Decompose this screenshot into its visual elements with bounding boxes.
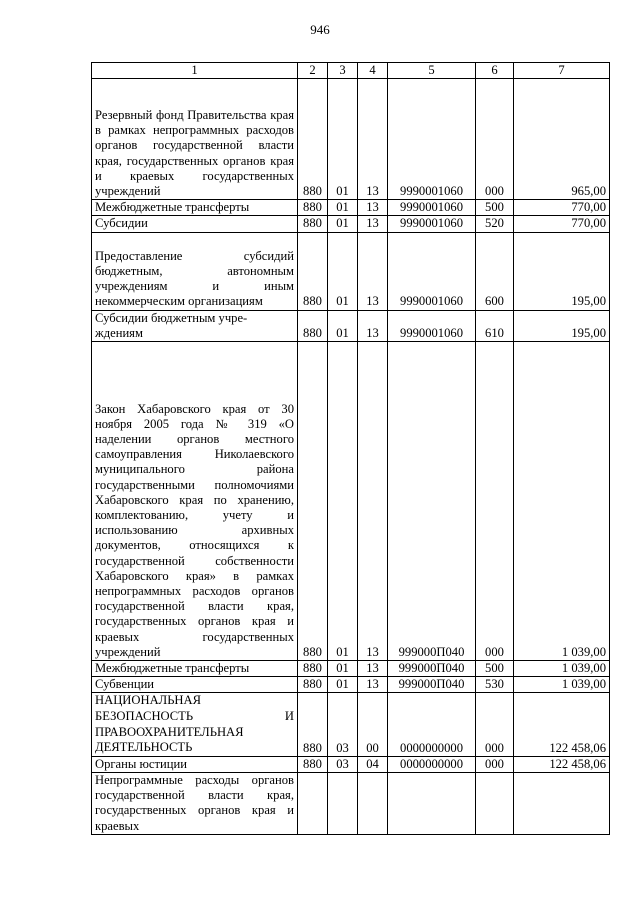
cell-sum: 122 458,06 [514,756,610,772]
cell-rz: 01 [328,342,358,661]
cell-gr: 880 [298,756,328,772]
table-row [92,693,610,756]
cell-csr: 9990001060 [388,79,476,200]
row-name: Межбюджетные трансферты [92,661,298,677]
cell-rz: 01 [328,310,358,341]
cell-gr: 880 [298,79,328,200]
table-row [92,79,610,200]
cell-rz: 01 [328,661,358,677]
cell-vr: 000 [476,756,514,772]
cell-vr: 610 [476,310,514,341]
cell-sum: 770,00 [514,216,610,232]
cell-rz: 01 [328,232,358,310]
header-col-3: 3 [328,63,358,79]
cell-pr: 13 [358,661,388,677]
header-col-2: 2 [298,63,328,79]
cell-pr: 13 [358,677,388,693]
cell-pr: 13 [358,310,388,341]
cell-vr: 000 [476,79,514,200]
row-name: Резервный фонд Правительства края в рамках непрограммных расходов органов государственной власти края, государственных органов края и краевых государственных учреждений [92,79,298,200]
cell-vr: 500 [476,661,514,677]
table-row [92,232,610,310]
cell-csr: 0000000000 [388,756,476,772]
cell-vr: 530 [476,677,514,693]
cell-sum: 195,00 [514,232,610,310]
cell-sum: 1 039,00 [514,342,610,661]
table-row [92,677,610,693]
cell-rz: 01 [328,200,358,216]
cell-sum [514,773,610,835]
table-row [92,773,610,835]
cell-csr: 999000П040 [388,661,476,677]
header-col-6: 6 [476,63,514,79]
cell-rz: 01 [328,79,358,200]
cell-gr: 880 [298,693,328,756]
cell-sum: 1 039,00 [514,661,610,677]
cell-csr: 9990001060 [388,216,476,232]
cell-sum: 770,00 [514,200,610,216]
cell-csr: 9990001060 [388,200,476,216]
row-name: Субвенции [92,677,298,693]
cell-csr: 999000П040 [388,342,476,661]
row-name: Непрограммные расходы органов государственной власти края, государственных органов края и краевых [92,773,298,835]
cell-csr: 9990001060 [388,310,476,341]
header-col-1: 1 [92,63,298,79]
header-col-4: 4 [358,63,388,79]
cell-gr: 880 [298,677,328,693]
cell-pr: 13 [358,232,388,310]
cell-sum: 965,00 [514,79,610,200]
cell-gr: 880 [298,216,328,232]
row-name: НАЦИОНАЛЬНАЯ БЕЗОПАСНОСТЬ И ПРАВООХРАНИТЕЛЬНАЯ ДЕЯТЕЛЬНОСТЬ [92,693,298,756]
cell-sum: 195,00 [514,310,610,341]
cell-pr: 13 [358,342,388,661]
table-row [92,756,610,772]
cell-gr: 880 [298,232,328,310]
cell-csr [388,773,476,835]
row-name: Закон Хабаровского края от 30 ноября 2005 года № 319 «О наделении органов местного самоуправления Николаевского муниципального района государственными полномочиями Хабаровского края по хранению, комплектованию, учету и использованию архивных документов, относящихся к государственной собственности Хабаровского края» в рамках непрограммных расходов органов государственной власти края, государственных органов края и краевых государственных учреждений [92,342,298,661]
table-row [92,310,610,341]
cell-pr [358,773,388,835]
header-col-7: 7 [514,63,610,79]
cell-pr: 13 [358,79,388,200]
cell-sum: 1 039,00 [514,677,610,693]
row-name: Межбюджетные трансферты [92,200,298,216]
cell-rz: 01 [328,677,358,693]
cell-vr: 500 [476,200,514,216]
cell-pr: 00 [358,693,388,756]
cell-vr: 520 [476,216,514,232]
row-name: Органы юстиции [92,756,298,772]
row-name: Субсидии бюджетным учре- ждениям [92,310,298,341]
cell-rz: 03 [328,693,358,756]
cell-gr: 880 [298,310,328,341]
cell-rz: 01 [328,216,358,232]
table-row [92,342,610,661]
table-row [92,200,610,216]
cell-pr: 13 [358,200,388,216]
cell-gr [298,773,328,835]
cell-rz [328,773,358,835]
header-row [92,63,610,79]
table-row [92,661,610,677]
cell-pr: 04 [358,756,388,772]
budget-table [91,62,610,835]
row-name: Субсидии [92,216,298,232]
cell-csr: 9990001060 [388,232,476,310]
cell-csr: 999000П040 [388,677,476,693]
table-row [92,216,610,232]
cell-csr: 0000000000 [388,693,476,756]
cell-vr: 000 [476,342,514,661]
cell-vr: 600 [476,232,514,310]
cell-vr: 000 [476,693,514,756]
cell-pr: 13 [358,216,388,232]
cell-gr: 880 [298,200,328,216]
cell-gr: 880 [298,342,328,661]
cell-rz: 03 [328,756,358,772]
row-name: Предоставление субсидий бюджетным, автономным учреждениям и иным некоммерческим организациям [92,232,298,310]
cell-vr [476,773,514,835]
header-col-5: 5 [388,63,476,79]
cell-gr: 880 [298,661,328,677]
cell-sum: 122 458,06 [514,693,610,756]
page-number: 946 [310,22,330,37]
